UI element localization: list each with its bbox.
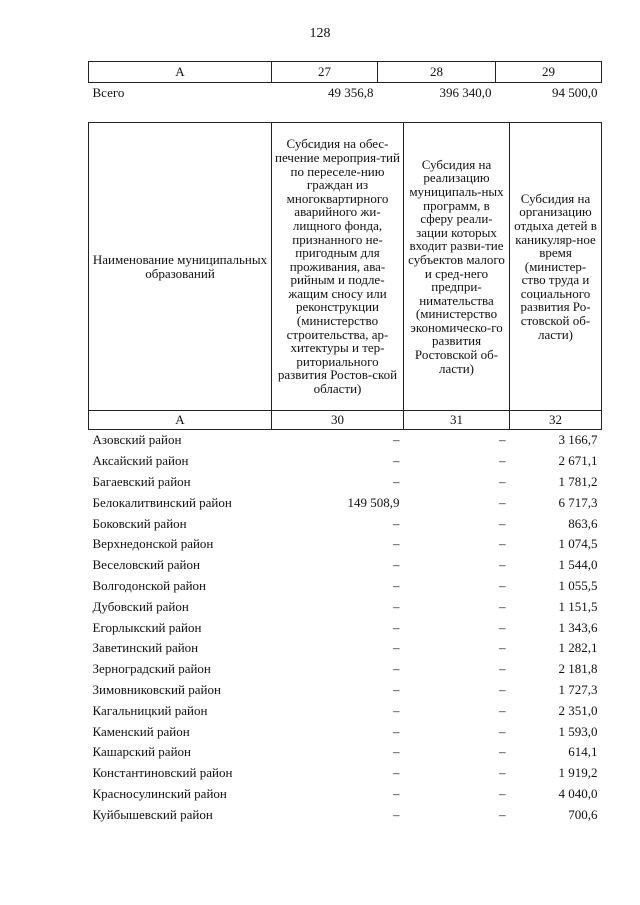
table-row — [89, 513, 602, 534]
value-col-31: – — [499, 619, 506, 635]
value-col-31: – — [499, 577, 506, 593]
value-col-32: 700,6 — [568, 806, 598, 822]
table-row — [89, 451, 602, 472]
column-number-27: 27 — [272, 62, 378, 83]
continuation-table — [88, 61, 602, 103]
district-name: Аксайский район — [92, 453, 189, 469]
value-col-32: 1 074,5 — [558, 536, 598, 552]
table-row — [89, 430, 602, 451]
district-name: Белокалитвинский район — [92, 494, 232, 510]
table-row — [89, 555, 602, 576]
value-col-30: – — [393, 619, 400, 635]
district-name: Веселовский район — [92, 557, 200, 573]
value-col-30: – — [393, 640, 400, 656]
column-number-30: 30 — [272, 411, 404, 430]
total-label: Всего — [92, 85, 125, 100]
table-row — [89, 576, 602, 597]
value-col-32: 1 593,0 — [558, 723, 598, 739]
district-name: Каменский район — [92, 723, 190, 739]
table-row — [89, 534, 602, 555]
header-col-31: Субсидия на реализацию муниципаль-ных программ, в сферу реали-зации которых входит разви-тие субъектов малого и сред-него предпри-нимательства (министерство экономическо-го развития Ростовской об-ласти) — [404, 123, 510, 411]
district-name: Кагальницкий район — [92, 702, 208, 718]
value-col-30: – — [393, 681, 400, 697]
column-number-28: 28 — [378, 62, 496, 83]
value-col-32: 2 671,1 — [558, 453, 598, 469]
total-row — [89, 83, 602, 104]
value-col-32: 1 282,1 — [558, 640, 598, 656]
value-col-32: 1 781,2 — [558, 473, 598, 489]
value-col-30: – — [393, 598, 400, 614]
column-number-row — [89, 62, 602, 83]
value-col-30: – — [393, 661, 400, 677]
table-body — [89, 430, 602, 826]
table-row — [89, 784, 602, 805]
value-col-30: – — [393, 577, 400, 593]
district-name: Кашарский район — [92, 744, 191, 760]
value-col-30: – — [393, 473, 400, 489]
value-col-31: – — [499, 598, 506, 614]
value-col-31: – — [499, 432, 506, 448]
district-name: Зерноградский район — [92, 661, 211, 677]
value-col-31: – — [499, 515, 506, 531]
value-col-31: – — [499, 806, 506, 822]
district-name: Дубовский район — [92, 598, 189, 614]
value-col-30: – — [393, 744, 400, 760]
total-value-29: 94 500,0 — [552, 85, 598, 100]
value-col-32: 2 181,8 — [558, 661, 598, 677]
column-number-a: А — [89, 411, 272, 430]
value-col-30: – — [393, 557, 400, 573]
value-col-32: 2 351,0 — [558, 702, 598, 718]
table-row — [89, 804, 602, 825]
district-name: Азовский район — [92, 432, 182, 448]
column-number-a: А — [89, 62, 272, 83]
table-row — [89, 742, 602, 763]
column-number-29: 29 — [496, 62, 602, 83]
district-name: Куйбышевский район — [92, 806, 213, 822]
total-value-28: 396 340,0 — [439, 85, 492, 100]
column-number-row — [89, 411, 602, 430]
header-municipality: Наименование муниципальных образований — [89, 123, 272, 411]
district-name: Волгодонской район — [92, 577, 207, 593]
value-col-30: – — [393, 432, 400, 448]
value-col-30: – — [393, 453, 400, 469]
value-col-31: – — [499, 723, 506, 739]
table-row — [89, 472, 602, 493]
value-col-31: – — [499, 494, 506, 510]
district-name: Зимовниковский район — [92, 681, 221, 697]
page-number: 128 — [309, 26, 331, 41]
value-col-30: – — [393, 723, 400, 739]
table-row — [89, 680, 602, 701]
value-col-30: – — [393, 765, 400, 781]
value-col-31: – — [499, 765, 506, 781]
header-col-32: Субсидия на организацию отдыха детей в каникуляр-ное время (министер-ство труда и социального развития Ро-стовской об-ласти) — [510, 123, 602, 411]
value-col-32: 1 343,6 — [558, 619, 598, 635]
value-col-31: – — [499, 785, 506, 801]
value-col-30: – — [393, 806, 400, 822]
district-name: Константиновский район — [92, 765, 233, 781]
header-col-30: Субсидия на обес-печение мероприя-тий по переселе-нию граждан из многоквартирного аварийного жи-лищного фонда, признанного не-пригодным для проживания, ава-рийным и подле-жащим сносу или реконструкции (министерство строительства, ар-хитектуры и тер-риториального развития Ростов-ской области) — [272, 123, 404, 411]
district-name: Багаевский район — [92, 473, 191, 489]
value-col-30: – — [393, 785, 400, 801]
value-col-32: 1 919,2 — [558, 765, 598, 781]
value-col-31: – — [499, 453, 506, 469]
value-col-31: – — [499, 681, 506, 697]
value-col-32: 4 040,0 — [558, 785, 598, 801]
value-col-31: – — [499, 744, 506, 760]
district-name: Боковский район — [92, 515, 187, 531]
value-col-32: 1 544,0 — [558, 557, 598, 573]
value-col-32: 614,1 — [568, 744, 598, 760]
table-row — [89, 617, 602, 638]
district-name: Заветинский район — [92, 640, 199, 656]
value-col-32: 863,6 — [568, 515, 598, 531]
subsidy-table — [88, 122, 602, 825]
table-row — [89, 721, 602, 742]
column-number-31: 31 — [404, 411, 510, 430]
value-col-31: – — [499, 557, 506, 573]
table-row — [89, 596, 602, 617]
value-col-31: – — [499, 661, 506, 677]
value-col-32: 1 727,3 — [558, 681, 598, 697]
table-row — [89, 492, 602, 513]
table-row — [89, 763, 602, 784]
value-col-31: – — [499, 536, 506, 552]
table-row — [89, 638, 602, 659]
value-col-31: – — [499, 640, 506, 656]
value-col-30: – — [393, 702, 400, 718]
value-col-30: 149 508,9 — [347, 494, 400, 510]
value-col-32: 1 055,5 — [558, 577, 598, 593]
table-row — [89, 700, 602, 721]
district-name: Верхнедонской район — [92, 536, 214, 552]
district-name: Красносулинский район — [92, 785, 227, 801]
column-number-32: 32 — [510, 411, 602, 430]
district-name: Егорлыкский район — [92, 619, 202, 635]
value-col-32: 1 151,5 — [558, 598, 598, 614]
value-col-31: – — [499, 473, 506, 489]
value-col-30: – — [393, 515, 400, 531]
value-col-30: – — [393, 536, 400, 552]
table-row — [89, 659, 602, 680]
value-col-31: – — [499, 702, 506, 718]
header-row — [89, 123, 602, 411]
value-col-32: 3 166,7 — [558, 432, 598, 448]
total-value-27: 49 356,8 — [328, 85, 374, 100]
value-col-32: 6 717,3 — [558, 494, 598, 510]
